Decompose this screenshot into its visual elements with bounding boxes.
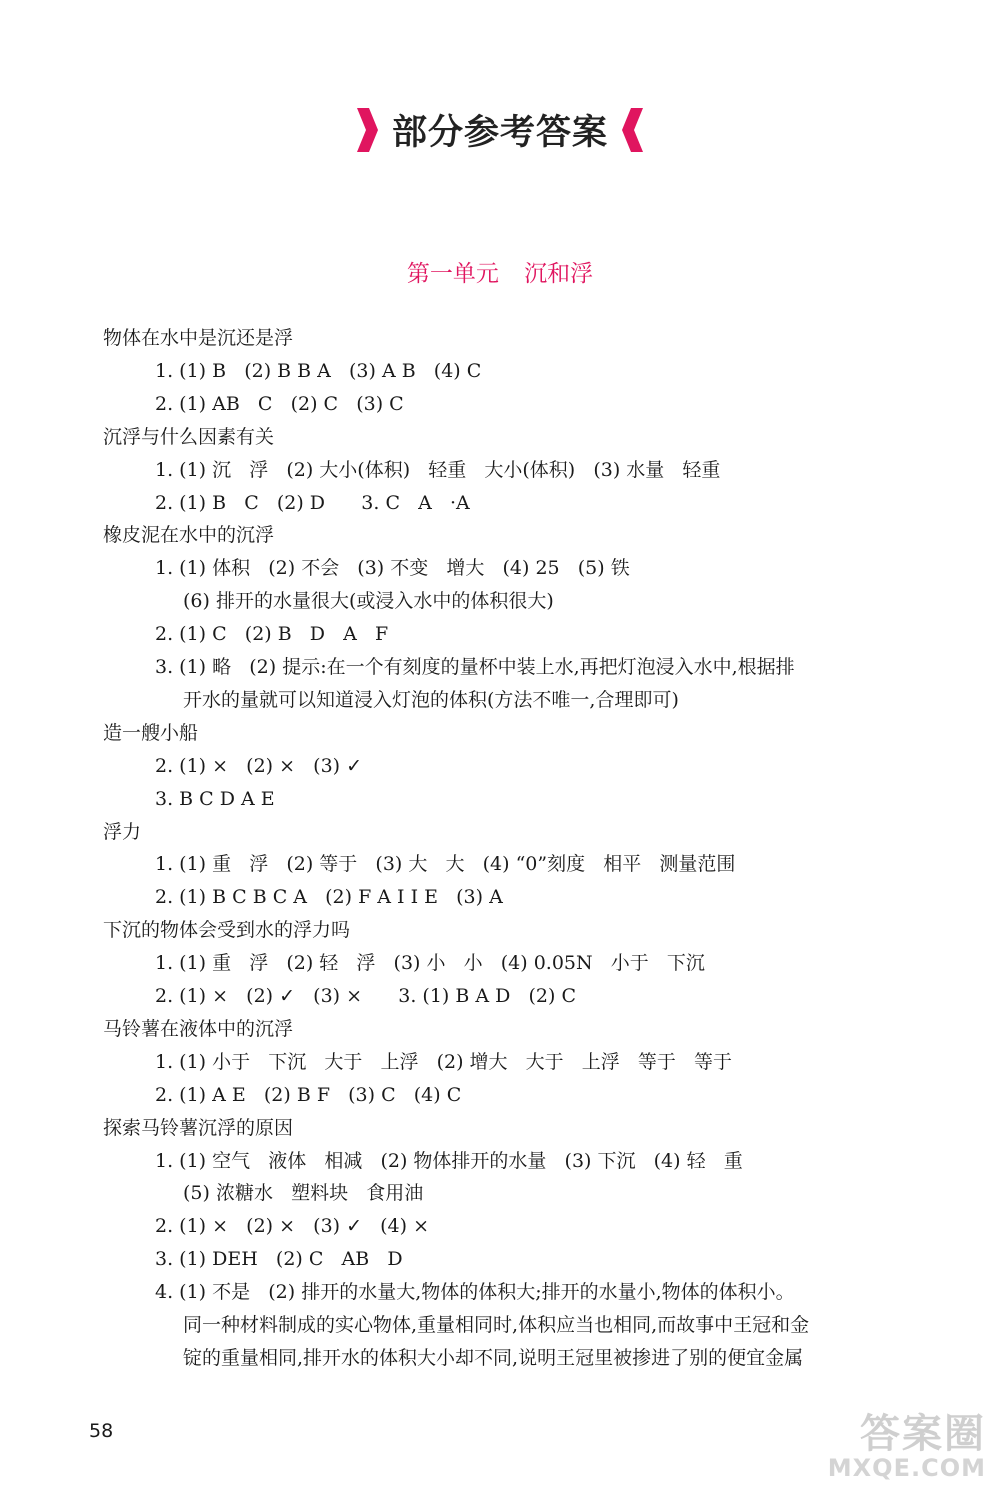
page-title: 部分参考答案 xyxy=(391,113,608,153)
answer-line: 锭的重量相同,排开水的体积大小却不同,说明王冠里被掺进了别的便宜金属 xyxy=(183,1347,804,1369)
answer-line: 2. (1) × (2) ✓ (3) × 3. (1) B A D (2) C xyxy=(155,985,576,1007)
answer-line: 2. (1) C (2) B D A F xyxy=(155,623,389,645)
answer-line: 1. (1) 小于 下沉 大于 上浮 (2) 增大 大于 上浮 等于 等于 xyxy=(155,1051,733,1073)
answer-line: 3. (1) 略 (2) 提示:在一个有刻度的量杯中装上水,再把灯泡浸入水中,根据排 xyxy=(155,656,795,678)
right-banner-decoration xyxy=(620,106,646,154)
answer-line: 2. (1) × (2) × (3) ✓ xyxy=(155,755,363,777)
section-heading: 探索马铃薯沉浮的原因 xyxy=(103,1117,294,1139)
answer-line: 开水的量就可以知道浸入灯泡的体积(方法不唯一,合理即可) xyxy=(183,689,679,711)
answer-line: 2. (1) B C B C A (2) F A I I E (3) A xyxy=(155,886,503,908)
answer-line: 4. (1) 不是 (2) 排开的水量大,物体的体积大;排开的水量小,物体的体积小。 xyxy=(155,1281,795,1303)
answer-line: 2. (1) AB C (2) C (3) C xyxy=(155,393,404,415)
answer-line: 1. (1) 空气 液体 相减 (2) 物体排开的水量 (3) 下沉 (4) 轻 重 xyxy=(155,1150,743,1172)
answer-line: (6) 排开的水量很大(或浸入水中的体积很大) xyxy=(183,590,554,612)
section-heading: 橡皮泥在水中的沉浮 xyxy=(103,524,275,546)
answer-line: 1. (1) 沉 浮 (2) 大小(体积) 轻重 大小(体积) (3) 水量 轻重 xyxy=(155,459,721,481)
answer-line: 1. (1) 体积 (2) 不会 (3) 不变 增大 (4) 25 (5) 铁 xyxy=(155,557,630,579)
section-heading: 沉浮与什么因素有关 xyxy=(103,426,275,448)
watermark-logo xyxy=(796,1402,986,1486)
answer-line: 1. (1) 重 浮 (2) 等于 (3) 大 大 (4) “0”刻度 相平 测量范围 xyxy=(155,853,736,875)
page-number: 58 xyxy=(89,1420,114,1442)
answer-line: 1. (1) B (2) B B A (3) A B (4) C xyxy=(155,360,482,382)
left-banner-decoration xyxy=(354,106,380,154)
answer-line: (5) 浓糖水 塑料块 食用油 xyxy=(183,1182,424,1204)
watermark-url: MXQE.COM xyxy=(827,1454,986,1482)
unit-title: 第一单元 沉和浮 xyxy=(406,261,594,287)
answer-line: 2. (1) × (2) × (3) ✓ (4) × xyxy=(155,1215,430,1237)
answer-line: 3. B C D A E xyxy=(155,788,275,810)
section-heading: 物体在水中是沉还是浮 xyxy=(103,327,294,349)
answer-line: 3. (1) DEH (2) C AB D xyxy=(155,1248,403,1270)
title-banner xyxy=(0,102,1000,158)
answer-line: 1. (1) 重 浮 (2) 轻 浮 (3) 小 小 (4) 0.05N 小于 下沉 xyxy=(155,952,705,974)
section-heading: 下沉的物体会受到水的浮力吗 xyxy=(103,919,351,941)
answer-line: 2. (1) B C (2) D 3. C A ·A xyxy=(155,492,470,514)
answer-line: 同一种材料制成的实心物体,重量相同时,体积应当也相同,而故事中王冠和金 xyxy=(183,1314,810,1336)
answer-line: 2. (1) A E (2) B F (3) C (4) C xyxy=(155,1084,462,1106)
section-heading: 造一艘小船 xyxy=(103,722,199,744)
watermark-text: 答案圈 xyxy=(860,1411,986,1457)
section-heading: 浮力 xyxy=(103,821,142,843)
section-heading: 马铃薯在液体中的沉浮 xyxy=(103,1018,294,1040)
